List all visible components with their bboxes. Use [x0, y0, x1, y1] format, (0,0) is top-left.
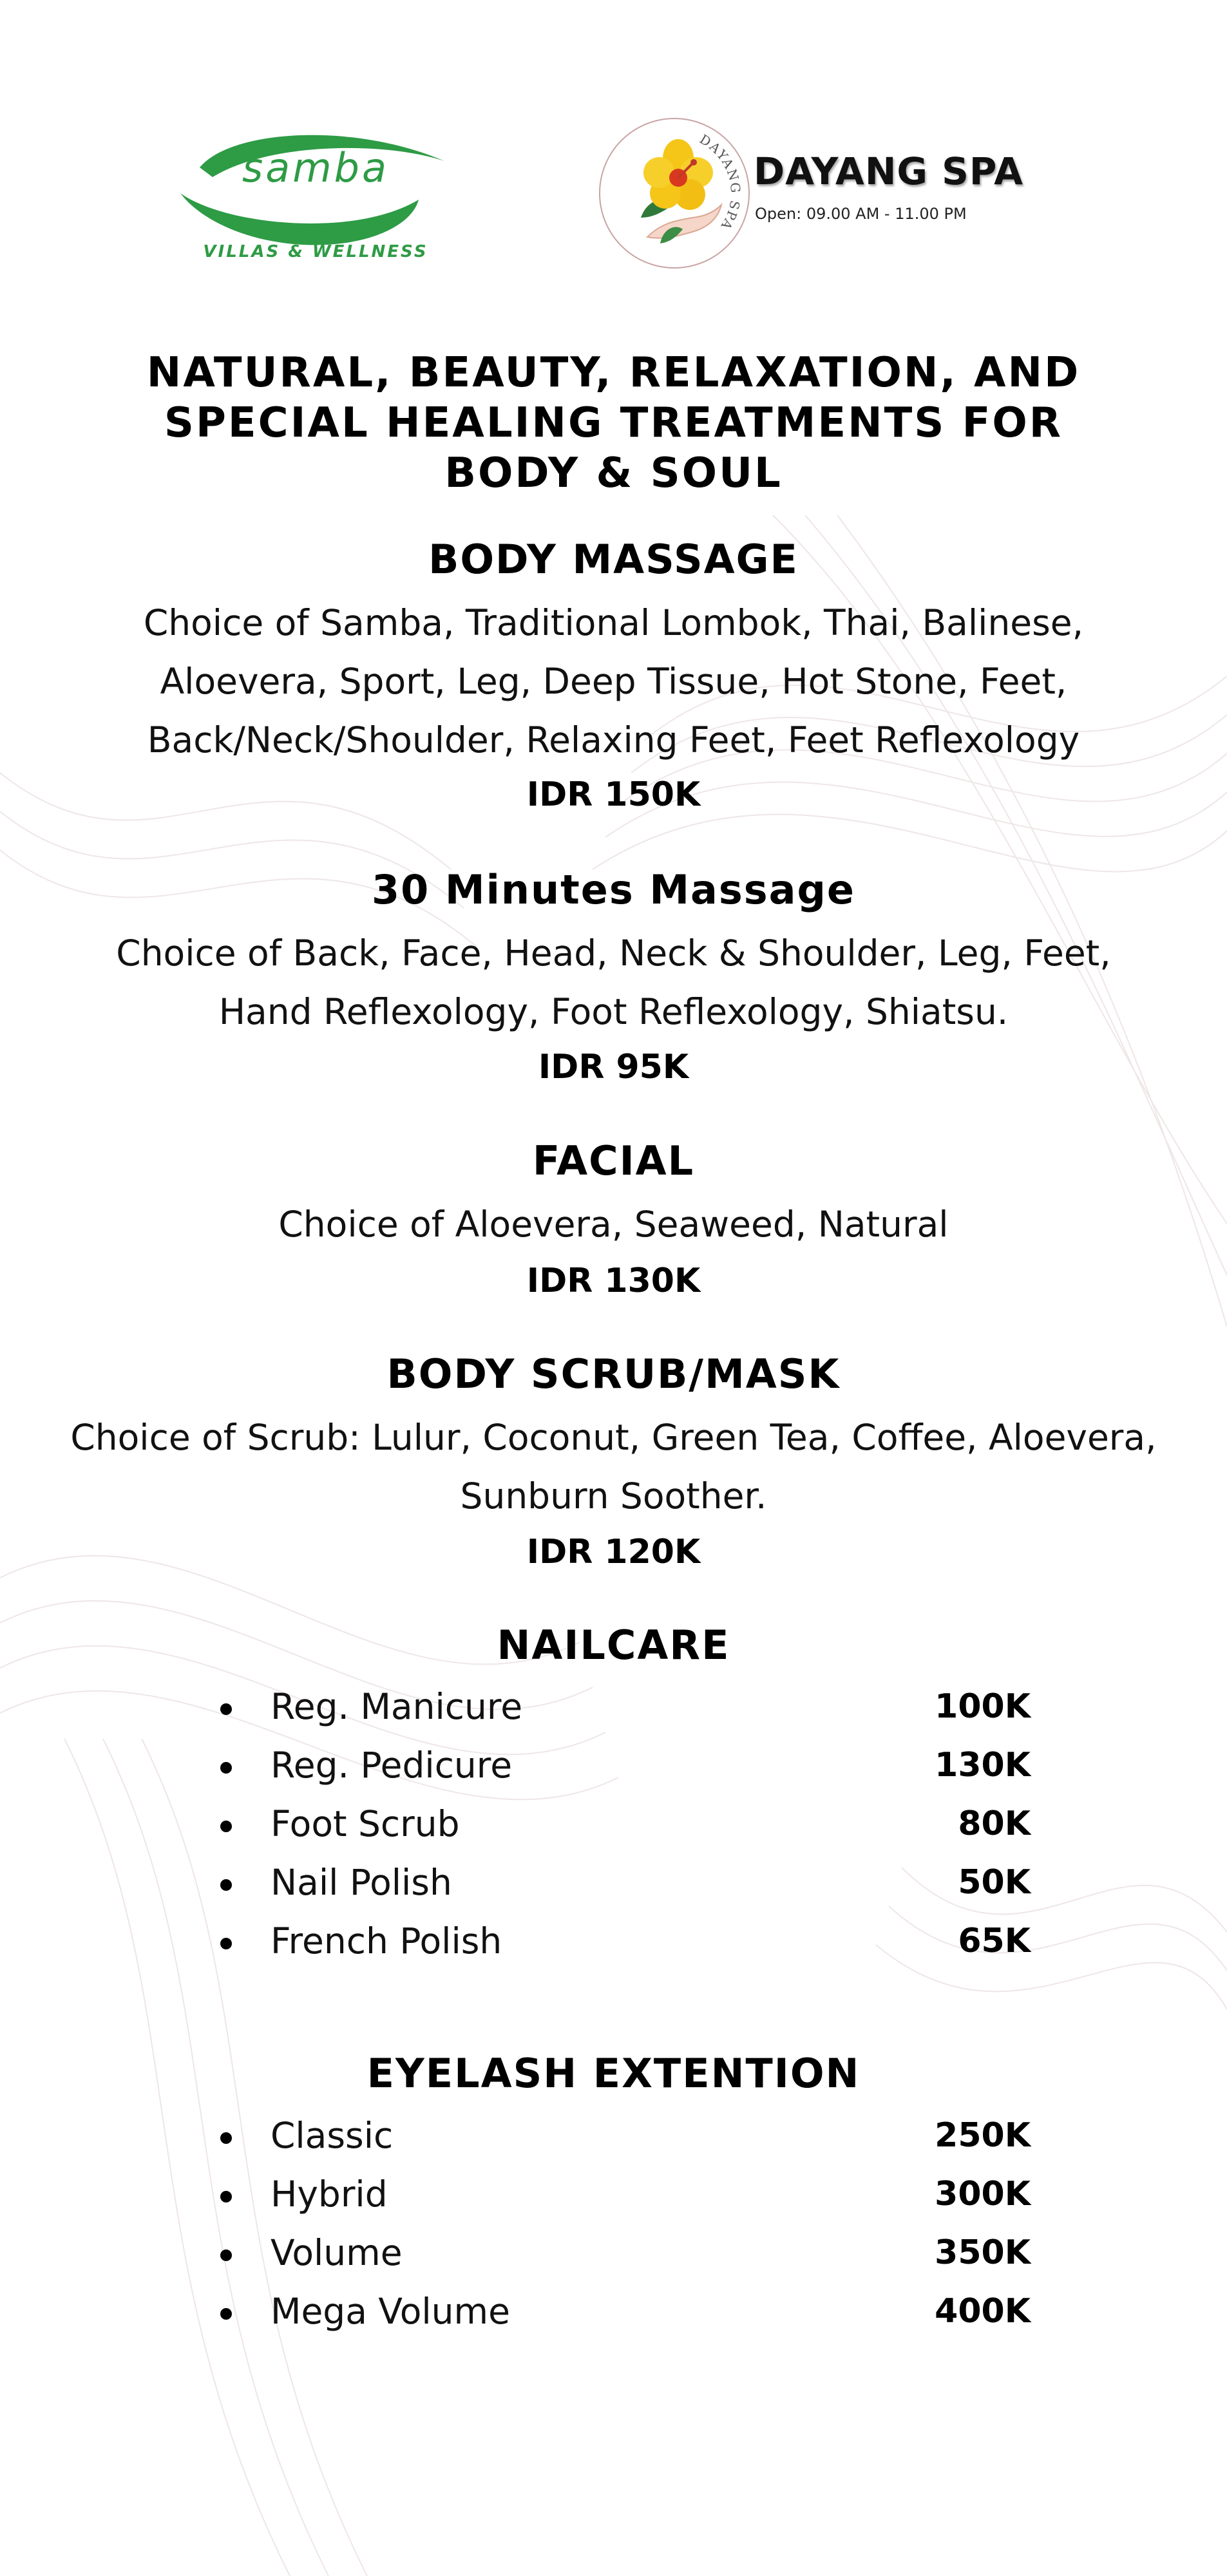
bullet-icon — [220, 2308, 232, 2320]
service-name: Classic — [271, 2115, 394, 2156]
samba-tagline: VILLAS & WELLNESS — [203, 242, 428, 261]
body-massage-price: IDR 150K — [526, 775, 701, 814]
service-name: Foot Scrub — [271, 1803, 460, 1844]
list-item — [213, 1681, 1031, 1739]
bullet-icon — [220, 2132, 232, 2144]
nailcare-price-list — [213, 1681, 1031, 1974]
service-price: 50K — [958, 1863, 1031, 1902]
body-massage-description: Choice of Samba, Traditional Lombok, Thai, Balinese, Aloevera, Sport, Leg, Deep Tissue, Hot Stone, Feet, Back/Neck/Shoulder, Relaxing Feet, Feet Reflexology — [143, 602, 1084, 761]
thirty-minutes-massage-price: IDR 95K — [538, 1048, 689, 1086]
service-price: 300K — [935, 2175, 1031, 2213]
list-item — [213, 1915, 1031, 1974]
service-name: French Polish — [271, 1920, 502, 1962]
bullet-icon — [220, 1703, 232, 1715]
list-item — [213, 1739, 1031, 1798]
service-price: 65K — [958, 1922, 1031, 1960]
service-name: Volume — [271, 2232, 403, 2273]
service-price: 80K — [958, 1804, 1031, 1843]
service-price: 130K — [935, 1746, 1031, 1785]
facial-description: Choice of Aloevera, Seaweed, Natural — [278, 1204, 949, 1245]
hibiscus-icon — [596, 115, 754, 272]
list-item — [213, 2227, 1031, 2286]
bullet-icon — [220, 1821, 232, 1832]
list-item — [213, 2168, 1031, 2227]
facial-title: FACIAL — [532, 1137, 695, 1184]
bullet-icon — [220, 2191, 232, 2202]
bullet-icon — [220, 1938, 232, 1949]
eyelash-price-list — [213, 2110, 1031, 2344]
body-scrub-price: IDR 120K — [526, 1533, 701, 1571]
service-price: 400K — [935, 2292, 1031, 2331]
list-item — [213, 2110, 1031, 2168]
list-item — [213, 1798, 1031, 1857]
bullet-icon — [220, 1879, 232, 1891]
list-item — [213, 1857, 1031, 1915]
dayang-ring-text: DAYANG SPA — [697, 131, 744, 234]
dayang-spa-logo — [596, 115, 754, 272]
list-item — [213, 2286, 1031, 2344]
service-name: Hybrid — [271, 2174, 388, 2215]
page-headline: NATURAL, BEAUTY, RELAXATION, AND SPECIAL HEALING TREATMENTS FOR BODY & SOUL — [146, 349, 1081, 497]
dayang-spa-name: DAYANG SPA — [754, 149, 1024, 193]
body-massage-title: BODY MASSAGE — [428, 536, 799, 583]
body-scrub-title: BODY SCRUB/MASK — [386, 1350, 841, 1397]
service-name: Reg. Pedicure — [271, 1745, 513, 1786]
eyelash-extention-title: EYELASH EXTENTION — [366, 2050, 861, 2097]
thirty-minutes-massage-title: 30 Minutes Massage — [372, 866, 855, 913]
service-price: 250K — [935, 2116, 1031, 2155]
service-price: 350K — [935, 2233, 1031, 2272]
body-scrub-description: Choice of Scrub: Lulur, Coconut, Green Tea, Coffee, Aloevera, Sunburn Soother. — [70, 1417, 1157, 1517]
opening-hours: Open: 09.00 AM - 11.00 PM — [755, 205, 967, 223]
service-name: Nail Polish — [271, 1862, 452, 1903]
samba-wordmark: samba — [242, 144, 390, 191]
samba-logo — [174, 116, 457, 270]
service-name: Reg. Manicure — [271, 1686, 523, 1727]
bullet-icon — [220, 2249, 232, 2261]
service-price: 100K — [935, 1687, 1031, 1726]
facial-price: IDR 130K — [526, 1262, 701, 1300]
bullet-icon — [220, 1762, 232, 1774]
nailcare-title: NAILCARE — [497, 1622, 730, 1669]
thirty-minutes-massage-description: Choice of Back, Face, Head, Neck & Shoulder, Leg, Feet, Hand Reflexology, Foot Reflexology, Shiatsu. — [116, 933, 1111, 1032]
service-name: Mega Volume — [271, 2291, 510, 2332]
